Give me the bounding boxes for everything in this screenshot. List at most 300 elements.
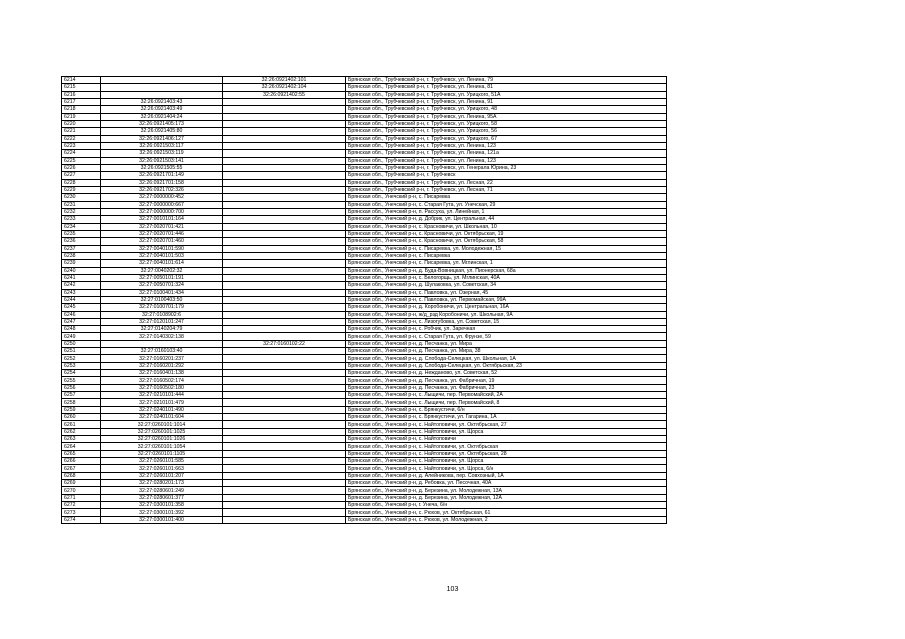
table-row	[62, 377, 667, 384]
cadastral-number-cell: 32:27:0020701:421	[101, 223, 223, 230]
address-cell: Брянская обл., Унечский р-н, с. Робчик, ул. Заречная	[346, 326, 667, 333]
cadastral-number-alt-cell	[223, 172, 346, 179]
row-number-cell: 6239	[62, 260, 101, 267]
cadastral-number-cell: 32:27:0040101:614	[101, 260, 223, 267]
cadastral-number-cell: 32:27:0260101:663	[101, 465, 223, 472]
table-row	[62, 399, 667, 406]
cadastral-number-cell	[101, 340, 223, 347]
address-cell: Брянская обл., Трубчевский р-н, г. Трубчевск, ул. Урицкого, 67	[346, 135, 667, 142]
cadastral-number-cell: 32:27:0108902:6	[101, 311, 223, 318]
row-number-cell: 6261	[62, 421, 101, 428]
row-number-cell: 6227	[62, 172, 101, 179]
cadastral-number-alt-cell	[223, 355, 346, 362]
cadastral-number-alt-cell: 32:26:0921402:104	[223, 84, 346, 91]
table-row	[62, 516, 667, 523]
row-number-cell: 6219	[62, 113, 101, 120]
table-row	[62, 414, 667, 421]
cadastral-number-alt-cell	[223, 392, 346, 399]
cadastral-number-cell: 32:27:0280601:249	[101, 487, 223, 494]
cadastral-number-alt-cell	[223, 436, 346, 443]
cadastral-number-alt-cell	[223, 326, 346, 333]
address-cell: Брянская обл., Унечский р-н, д. Песчанка, ул. Мира	[346, 340, 667, 347]
table-row	[62, 472, 667, 479]
cadastral-number-cell: 32:27:0000000:452	[101, 194, 223, 201]
page-number: 103	[446, 586, 459, 593]
cadastral-number-cell: 32:27:0000000:667	[101, 201, 223, 208]
address-cell: Брянская обл., Трубчевский р-н, г. Трубчевск, ул. Урицкого, 51А	[346, 91, 667, 98]
table-row	[62, 421, 667, 428]
cadastral-number-alt-cell	[223, 179, 346, 186]
cadastral-number-cell: 32:26:0921405:80	[101, 128, 223, 135]
cadastral-number-cell: 32:26:0921403:49	[101, 106, 223, 113]
address-cell: Брянская обл., Унечский р-н, с. Рюхов, ул. Октябрьская, 61	[346, 509, 667, 516]
cadastral-number-alt-cell	[223, 98, 346, 105]
table-row	[62, 348, 667, 355]
address-cell: Брянская обл., Унечский р-н, с. Писаревка	[346, 194, 667, 201]
address-cell: Брянская обл., Трубчевский р-н, г. Трубчевск	[346, 172, 667, 179]
row-number-cell: 6222	[62, 135, 101, 142]
address-cell: Брянская обл., Унечский р-н, с. Лыщичи, пер. Первомайский, 2А	[346, 392, 667, 399]
cadastral-number-alt-cell	[223, 450, 346, 457]
address-cell: Брянская обл., Унечский р-н, с. Рюхов, ул. Молодежная, 2	[346, 516, 667, 523]
address-cell: Брянская обл., Унечский р-н, ж/д_рзд Коробоничи, ул. Школьная, 9А	[346, 311, 667, 318]
table-row	[62, 509, 667, 516]
address-cell: Брянская обл., Унечский р-н, д. Буда-Вовницкая, ул. Пионерская, 68а	[346, 267, 667, 274]
cadastral-number-alt-cell	[223, 142, 346, 149]
row-number-cell: 6215	[62, 84, 101, 91]
cadastral-number-cell: 32:27:0260101:1026	[101, 436, 223, 443]
table-row	[62, 164, 667, 171]
table-row	[62, 135, 667, 142]
cadastral-number-cell: 32:27:0120101:247	[101, 318, 223, 325]
cadastral-number-cell	[101, 84, 223, 91]
cadastral-number-cell: 32:27:0160502:180	[101, 384, 223, 391]
cadastral-number-alt-cell	[223, 282, 346, 289]
cadastral-number-cell: 32:27:0020701:446	[101, 230, 223, 237]
cadastral-number-cell: 32:27:0020701:460	[101, 238, 223, 245]
row-number-cell: 6237	[62, 245, 101, 252]
address-cell: Брянская обл., Трубчевский р-н, г. Трубчевск, ул. Лесная, 22	[346, 179, 667, 186]
row-number-cell: 6245	[62, 304, 101, 311]
table-row	[62, 502, 667, 509]
row-number-cell: 6233	[62, 216, 101, 223]
cadastral-number-alt-cell	[223, 267, 346, 274]
address-cell: Брянская обл., Унечский р-н, д. Неждановo, ул. Советская, 52	[346, 370, 667, 377]
table-row	[62, 450, 667, 457]
address-cell: Брянская обл., Унечский р-н, с. Павловка, ул. Первомайская, 99А	[346, 296, 667, 303]
row-number-cell: 6255	[62, 377, 101, 384]
cadastral-number-cell: 32:27:0260101:1105	[101, 450, 223, 457]
registry-table-body	[62, 77, 667, 524]
table-row	[62, 318, 667, 325]
address-cell: Брянская обл., Унечский р-н, с. Брянкустичи, ул. Гагарина, 1А	[346, 414, 667, 421]
row-number-cell: 6240	[62, 267, 101, 274]
cadastral-number-cell: 32:27:0260101:1014	[101, 421, 223, 428]
address-cell: Брянская обл., Унечский р-н, п. Рассуха, ул. Линейная, 1	[346, 208, 667, 215]
table-row	[62, 458, 667, 465]
cadastral-number-alt-cell	[223, 128, 346, 135]
row-number-cell: 6262	[62, 428, 101, 435]
address-cell: Брянская обл., Трубчевский р-н, г. Трубчевск, ул. Ленина, 95А	[346, 113, 667, 120]
address-cell: Брянская обл., Унечский р-н, с. Красновичи, ул. Октябрьская, 19	[346, 230, 667, 237]
table-row	[62, 282, 667, 289]
cadastral-number-cell: 32:27:0260101:1025	[101, 428, 223, 435]
cadastral-number-cell: 32:27:0140302:138	[101, 333, 223, 340]
cadastral-number-alt-cell	[223, 487, 346, 494]
address-cell: Брянская обл., Унечский р-н, с. Писаревка, ул. Молодежная, 15	[346, 245, 667, 252]
cadastral-number-alt-cell	[223, 509, 346, 516]
address-cell: Брянская обл., Унечский р-н, д. Коробоничи, ул. Центральная, 16А	[346, 304, 667, 311]
row-number-cell: 6225	[62, 157, 101, 164]
cadastral-number-cell: 32:27:0210101:444	[101, 392, 223, 399]
cadastral-number-alt-cell	[223, 516, 346, 523]
table-row	[62, 186, 667, 193]
row-number-cell: 6256	[62, 384, 101, 391]
row-number-cell: 6270	[62, 487, 101, 494]
cadastral-number-alt-cell	[223, 157, 346, 164]
cadastral-number-alt-cell	[223, 201, 346, 208]
address-cell: Брянская обл., Унечский р-н, с. Брянкустичи, 6/н	[346, 406, 667, 413]
cadastral-number-alt-cell	[223, 480, 346, 487]
cadastral-number-alt-cell	[223, 120, 346, 127]
table-row	[62, 142, 667, 149]
cadastral-number-alt-cell	[223, 186, 346, 193]
table-row	[62, 304, 667, 311]
cadastral-number-alt-cell	[223, 406, 346, 413]
cadastral-number-cell: 32:26:0921505:55	[101, 164, 223, 171]
row-number-cell: 6263	[62, 436, 101, 443]
table-row	[62, 384, 667, 391]
cadastral-number-cell: 32:27:0160103:40	[101, 348, 223, 355]
cadastral-number-cell: 32:27:0280201:173	[101, 480, 223, 487]
table-row	[62, 150, 667, 157]
table-row	[62, 406, 667, 413]
address-cell: Брянская обл., Трубчевский р-н, г. Трубчевск, ул. Лесная, 71	[346, 186, 667, 193]
row-number-cell: 6249	[62, 333, 101, 340]
address-cell: Брянская обл., Унечский р-н, с. Красновичи, ул. Школьная, 10	[346, 223, 667, 230]
cadastral-number-alt-cell	[223, 296, 346, 303]
row-number-cell: 6236	[62, 238, 101, 245]
table-row	[62, 238, 667, 245]
row-number-cell: 6228	[62, 179, 101, 186]
table-row	[62, 465, 667, 472]
cadastral-number-alt-cell	[223, 150, 346, 157]
row-number-cell: 6246	[62, 311, 101, 318]
address-cell: Брянская обл., Трубчевский р-н, г. Трубчевск, ул. Урицкого, 48	[346, 106, 667, 113]
address-cell: Брянская обл., Унечский р-н, д. Добрик, ул. Центральная, 44	[346, 216, 667, 223]
table-row	[62, 113, 667, 120]
cadastral-number-alt-cell	[223, 208, 346, 215]
address-cell: Брянская обл., Унечский р-н, с. Лыщичи, пер. Первомайский, 8	[346, 399, 667, 406]
address-cell: Брянская обл., Унечский р-н, д. Песчанка, ул. Фабричная, 19	[346, 377, 667, 384]
row-number-cell: 6231	[62, 201, 101, 208]
cadastral-number-cell: 32:27:0300101:400	[101, 516, 223, 523]
cadastral-number-cell: 32:27:0280601:377	[101, 494, 223, 501]
cadastral-number-cell: 32:27:0160201:237	[101, 355, 223, 362]
table-row	[62, 362, 667, 369]
cadastral-number-alt-cell	[223, 472, 346, 479]
cadastral-number-alt-cell	[223, 113, 346, 120]
table-row	[62, 392, 667, 399]
row-number-cell: 6217	[62, 98, 101, 105]
cadastral-number-cell: 32:27:0160201:292	[101, 362, 223, 369]
table-row	[62, 194, 667, 201]
row-number-cell: 6248	[62, 326, 101, 333]
address-cell: Брянская обл., Унечский р-н, д. Песчанка, ул. Мира, 38	[346, 348, 667, 355]
cadastral-number-alt-cell: 32:27:0160102:22	[223, 340, 346, 347]
table-row	[62, 274, 667, 281]
table-row	[62, 84, 667, 91]
table-row	[62, 480, 667, 487]
cadastral-number-cell: 32:27:0100401:434	[101, 289, 223, 296]
cadastral-number-cell	[101, 77, 223, 84]
cadastral-number-cell: 32:27:0040101:503	[101, 252, 223, 259]
address-cell: Брянская обл., Унечский р-н, с. Найтоповичи, ул. Октябрьская, 27	[346, 421, 667, 428]
row-number-cell: 6229	[62, 186, 101, 193]
cadastral-number-cell: 32:26:0921403:43	[101, 98, 223, 105]
cadastral-number-cell: 32:26:0921702:326	[101, 186, 223, 193]
cadastral-number-cell	[101, 91, 223, 98]
table-row	[62, 157, 667, 164]
address-cell: Брянская обл., Унечский р-н, с. Найтоповичи	[346, 436, 667, 443]
row-number-cell: 6214	[62, 77, 101, 84]
cadastral-number-alt-cell	[223, 274, 346, 281]
address-cell: Брянская обл., Трубчевский р-н, г. Трубчевск, ул. Ленина, 91	[346, 98, 667, 105]
table-row	[62, 252, 667, 259]
cadastral-number-alt-cell	[223, 333, 346, 340]
cadastral-number-cell: 32:27:0010101:164	[101, 216, 223, 223]
row-number-cell: 6265	[62, 450, 101, 457]
row-number-cell: 6268	[62, 472, 101, 479]
cadastral-number-alt-cell	[223, 377, 346, 384]
cadastral-number-alt-cell	[223, 260, 346, 267]
address-cell: Брянская обл., Трубчевский р-н, г. Трубчевск, ул. Урицкого, 58	[346, 120, 667, 127]
cadastral-number-cell: 32:27:0050101:191	[101, 274, 223, 281]
cadastral-number-cell: 32:26:0921406:127	[101, 135, 223, 142]
cadastral-number-alt-cell	[223, 465, 346, 472]
address-cell: Брянская обл., Унечский р-н, с. Найтоповичи, ул. Октябрьская, 28	[346, 450, 667, 457]
row-number-cell: 6252	[62, 355, 101, 362]
row-number-cell: 6238	[62, 252, 101, 259]
address-cell: Брянская обл., Трубчевский р-н, г. Трубчевск, ул. Ленина, 79	[346, 77, 667, 84]
row-number-cell: 6274	[62, 516, 101, 523]
address-cell: Брянская обл., Унечский р-н, с. Старая Гута, ул. Фрунзе, 59	[346, 333, 667, 340]
table-row	[62, 436, 667, 443]
cadastral-number-alt-cell	[223, 362, 346, 369]
address-cell: Брянская обл., Трубчевский р-н, г. Трубчевск, ул. Урицкого, 56	[346, 128, 667, 135]
cadastral-number-cell: 32:27:0260101:207	[101, 472, 223, 479]
cadastral-number-cell: 32:26:0921503:119	[101, 150, 223, 157]
table-row	[62, 201, 667, 208]
cadastral-number-cell: 32:26:0921701:149	[101, 172, 223, 179]
row-number-cell: 6243	[62, 289, 101, 296]
address-cell: Брянская обл., Трубчевский р-н, г. Трубчевск, ул. Ленина, 123	[346, 157, 667, 164]
address-cell: Брянская обл., Унечский р-н, с. Найтоповичи, ул. Щорса, 6/н	[346, 465, 667, 472]
table-row	[62, 260, 667, 267]
row-number-cell: 6242	[62, 282, 101, 289]
cadastral-number-alt-cell	[223, 106, 346, 113]
table-row	[62, 216, 667, 223]
row-number-cell: 6232	[62, 208, 101, 215]
address-cell: Брянская обл., Унечский р-н, с. Найтоповичи, ул. Щорса	[346, 428, 667, 435]
address-cell: Брянская обл., Унечский р-н, д. Слобода-Селецкая, ул. Школьная, 1А	[346, 355, 667, 362]
table-row	[62, 179, 667, 186]
cadastral-number-alt-cell	[223, 238, 346, 245]
address-cell: Брянская обл., Унечский р-н, д. Березина, ул. Молодежная, 13А	[346, 487, 667, 494]
row-number-cell: 6267	[62, 465, 101, 472]
cadastral-number-alt-cell	[223, 223, 346, 230]
cadastral-number-alt-cell	[223, 399, 346, 406]
row-number-cell: 6257	[62, 392, 101, 399]
cadastral-number-alt-cell	[223, 289, 346, 296]
table-row	[62, 120, 667, 127]
table-row	[62, 223, 667, 230]
cadastral-number-alt-cell	[223, 245, 346, 252]
row-number-cell: 6216	[62, 91, 101, 98]
address-cell: Брянская обл., Трубчевский р-н, г. Трубчевск, ул. Ленина, 121а	[346, 150, 667, 157]
table-row	[62, 370, 667, 377]
cadastral-number-cell: 32:27:0000000:700	[101, 208, 223, 215]
cadastral-number-cell: 32:27:0300101:358	[101, 502, 223, 509]
row-number-cell: 6260	[62, 414, 101, 421]
cadastral-number-alt-cell	[223, 230, 346, 237]
row-number-cell: 6235	[62, 230, 101, 237]
cadastral-number-cell: 32:27:0240101:490	[101, 406, 223, 413]
row-number-cell: 6221	[62, 128, 101, 135]
cadastral-number-cell: 32:27:0160502:174	[101, 377, 223, 384]
address-cell: Брянская обл., Унечский р-н, д. Алейникова, пер. Совхозный, 1А	[346, 472, 667, 479]
cadastral-number-alt-cell	[223, 164, 346, 171]
cadastral-number-cell: 32:27:0040202:32	[101, 267, 223, 274]
table-row	[62, 77, 667, 84]
cadastral-number-cell: 32:27:0100403:50	[101, 296, 223, 303]
cadastral-number-cell: 32:27:0100701:179	[101, 304, 223, 311]
cadastral-number-alt-cell	[223, 194, 346, 201]
address-cell: Брянская обл., Унечский р-н, д. Шулаковка, ул. Советская, 34	[346, 282, 667, 289]
cadastral-number-alt-cell	[223, 304, 346, 311]
cadastral-number-cell: 32:27:0260101:585	[101, 458, 223, 465]
row-number-cell: 6251	[62, 348, 101, 355]
table-row	[62, 91, 667, 98]
cadastral-number-alt-cell: 32:26:0921402:55	[223, 91, 346, 98]
cadastral-number-cell: 32:27:0300101:392	[101, 509, 223, 516]
cadastral-number-cell: 32:27:0050701:324	[101, 282, 223, 289]
table-row	[62, 487, 667, 494]
cadastral-number-alt-cell	[223, 443, 346, 450]
row-number-cell: 6250	[62, 340, 101, 347]
cadastral-number-cell: 32:27:0210101:479	[101, 399, 223, 406]
row-number-cell: 6247	[62, 318, 101, 325]
row-number-cell: 6254	[62, 370, 101, 377]
address-cell: Брянская обл., Трубчевский р-н, г. Трубчевск, ул. Ленина, 123	[346, 142, 667, 149]
address-cell: Брянская обл., Унечский р-н, с. Красновичи, ул. Октябрьская, 58	[346, 238, 667, 245]
table-row	[62, 326, 667, 333]
table-row	[62, 333, 667, 340]
cadastral-number-alt-cell	[223, 318, 346, 325]
cadastral-number-alt-cell	[223, 421, 346, 428]
cadastral-number-alt-cell	[223, 370, 346, 377]
row-number-cell: 6264	[62, 443, 101, 450]
table-row	[62, 208, 667, 215]
table-row	[62, 106, 667, 113]
cadastral-number-cell: 32:26:0921404:24	[101, 113, 223, 120]
row-number-cell: 6226	[62, 164, 101, 171]
registry-table	[61, 76, 667, 524]
address-cell: Брянская обл., Унечский р-н, с. Найтоповичи, ул. Щорса	[346, 458, 667, 465]
address-cell: Брянская обл., Унечский р-н, с. Павловка, ул. Озерная, 45	[346, 289, 667, 296]
cadastral-number-alt-cell	[223, 428, 346, 435]
row-number-cell: 6224	[62, 150, 101, 157]
cadastral-number-cell: 32:27:0160401:138	[101, 370, 223, 377]
cadastral-number-alt-cell	[223, 502, 346, 509]
address-cell: Брянская обл., Трубчевский р-н, г. Трубчевск, ул. Генерала Юрина, 23	[346, 164, 667, 171]
row-number-cell: 6253	[62, 362, 101, 369]
row-number-cell: 6234	[62, 223, 101, 230]
row-number-cell: 6241	[62, 274, 101, 281]
cadastral-number-alt-cell	[223, 216, 346, 223]
table-row	[62, 230, 667, 237]
cadastral-number-alt-cell: 32:26:0921402:101	[223, 77, 346, 84]
table-row	[62, 128, 667, 135]
address-cell: Брянская обл., Унечский р-н, д. Песчанка, ул. Фабричная, 23	[346, 384, 667, 391]
row-number-cell: 6220	[62, 120, 101, 127]
cadastral-number-alt-cell	[223, 348, 346, 355]
cadastral-number-cell: 32:26:0921701:158	[101, 179, 223, 186]
cadastral-number-cell: 32:27:0040101:590	[101, 245, 223, 252]
row-number-cell: 6230	[62, 194, 101, 201]
row-number-cell: 6258	[62, 399, 101, 406]
table-row	[62, 245, 667, 252]
row-number-cell: 6223	[62, 142, 101, 149]
address-cell: Брянская обл., Унечский р-н, с. Белогорщь, ул. Мглинская, 40А	[346, 274, 667, 281]
cadastral-number-cell: 32:26:0921503:141	[101, 157, 223, 164]
cadastral-number-cell: 32:27:0240101:604	[101, 414, 223, 421]
table-row	[62, 296, 667, 303]
table-row	[62, 355, 667, 362]
row-number-cell: 6259	[62, 406, 101, 413]
table-row	[62, 443, 667, 450]
cadastral-number-cell: 32:26:0921405:173	[101, 120, 223, 127]
row-number-cell: 6271	[62, 494, 101, 501]
address-cell: Брянская обл., Унечский р-н, с. Старая Гута, ул. Унечская, 29	[346, 201, 667, 208]
table-row	[62, 289, 667, 296]
address-cell: Брянская обл., Унечский р-н, с. Писаревка, ул. Мглинская, 1	[346, 260, 667, 267]
cadastral-number-alt-cell	[223, 494, 346, 501]
address-cell: Брянская обл., Унечский р-н, с. Лизогубовка, ул. Советская, 15	[346, 318, 667, 325]
cadastral-number-alt-cell	[223, 384, 346, 391]
cadastral-number-alt-cell	[223, 135, 346, 142]
table-row	[62, 172, 667, 179]
address-cell: Брянская обл., Унечский р-н, д. Ребовка, ул. Песочная, 40А	[346, 480, 667, 487]
table-row	[62, 494, 667, 501]
table-row	[62, 311, 667, 318]
address-cell: Брянская обл., Унечский р-н, г. Унеча, 6/н	[346, 502, 667, 509]
address-cell: Брянская обл., Унечский р-н, с. Писаревка	[346, 252, 667, 259]
address-cell: Брянская обл., Унечский р-н, д. Березина, ул. Молодежная, 12А	[346, 494, 667, 501]
address-cell: Брянская обл., Трубчевский р-н, г. Трубчевск, ул. Ленина, 81	[346, 84, 667, 91]
cadastral-number-alt-cell	[223, 311, 346, 318]
row-number-cell: 6266	[62, 458, 101, 465]
table-row	[62, 267, 667, 274]
cadastral-number-alt-cell	[223, 458, 346, 465]
address-cell: Брянская обл., Унечский р-н, д. Слобода-Селецкая, ул. Октябрьская, 23	[346, 362, 667, 369]
table-row	[62, 98, 667, 105]
table-row	[62, 428, 667, 435]
cadastral-number-cell: 32:26:0921503:117	[101, 142, 223, 149]
row-number-cell: 6272	[62, 502, 101, 509]
row-number-cell: 6244	[62, 296, 101, 303]
row-number-cell: 6273	[62, 509, 101, 516]
